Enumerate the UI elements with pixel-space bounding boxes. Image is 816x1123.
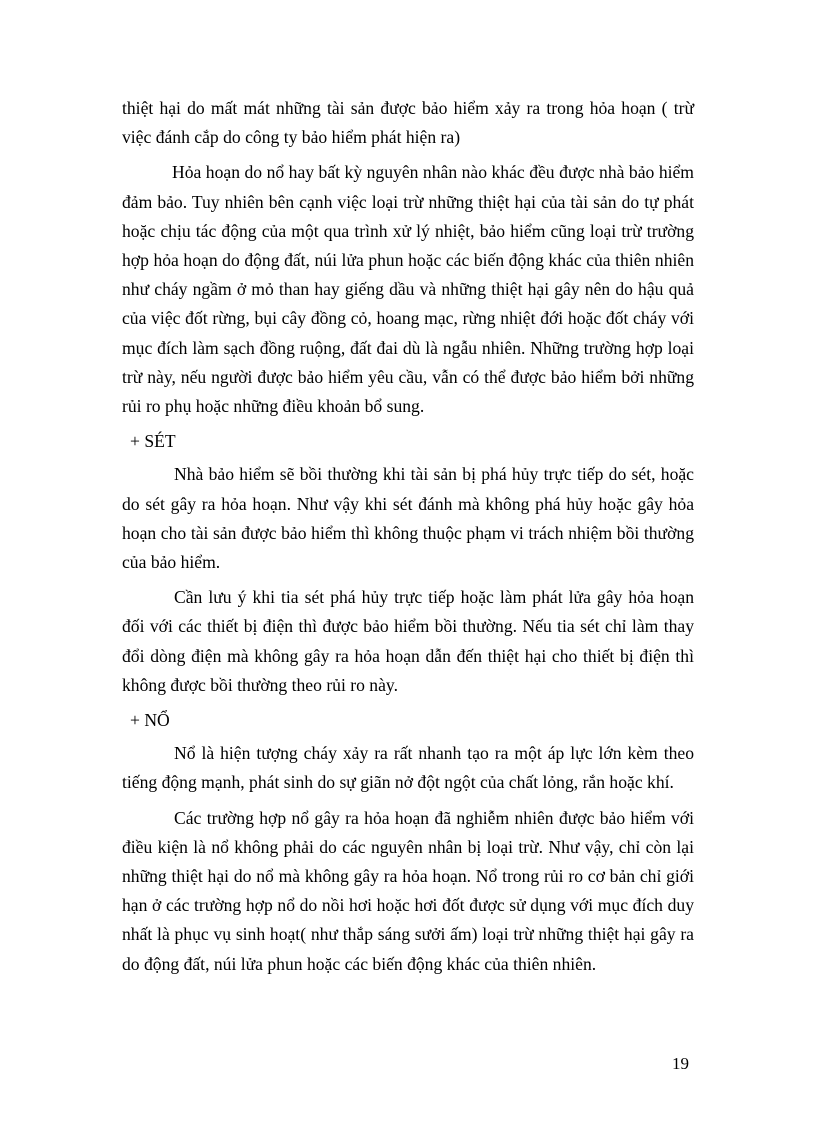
paragraph-lightning-compensation: Nhà bảo hiểm sẽ bồi thường khi tài sản bị phá hủy trực tiếp do sét, hoặc do sét gây ra hỏa hoạn. Như vậy khi sét đánh mà không phá hủy hoặc gây hỏa hoạn cho tài sản được bảo hiểm thì không thuộc phạm vi trách nhiệm bồi thường của bảo hiểm. — [122, 464, 694, 573]
paragraph-explosion-definition: Nổ là hiện tượng cháy xảy ra rất nhanh tạo ra một áp lực lớn kèm theo tiếng động mạnh, phát sinh do sự giãn nở đột ngột của chất lỏng, rắn hoặc khí. — [122, 743, 694, 793]
paragraph-explosion-cases: Các trường hợp nổ gây ra hỏa hoạn đã nghiễm nhiên được bảo hiểm với điều kiện là nổ không phải do các nguyên nhân bị loại trừ. Như vậy, chỉ còn lại những thiệt hại do nổ mà không gây ra hỏa hoạn. Nổ trong rủi ro cơ bản chỉ giới hạn ở các trường hợp nổ do nồi hơi hoặc hơi đốt được sử dụng với mục đích duy nhất là phục vụ sinh hoạt( như thắp sáng sưởi ấm) loại trừ những thiệt hại gây ra do động đất, núi lửa phun hoặc các biến động khác của thiên nhiên. — [122, 807, 694, 974]
heading-explosion: + NỔ — [130, 710, 170, 731]
paragraph-lightning-electrical: Cần lưu ý khi tia sét phá hủy trực tiếp hoặc làm phát lửa gây hỏa hoạn đối với các thiết bị điện thì được bảo hiểm bồi thường. Nếu tia sét chỉ làm thay đổi dòng điện mà không gây ra hỏa hoạn dẫn đến thiệt hại cho thiết bị điện thì không được bồi thường theo rủi ro này. — [122, 587, 694, 695]
heading-lightning: + SÉT — [130, 431, 176, 452]
page-number: 19 — [672, 1054, 689, 1073]
paragraph-fire-loss-continued: thiệt hại do mất mát những tài sản được bảo hiểm xảy ra trong hỏa hoạn ( trừ việc đánh cắp do công ty bảo hiểm phát hiện ra) — [122, 98, 694, 148]
paragraph-fire-exclusions: Hỏa hoạn do nổ hay bất kỳ nguyên nhân nào khác đều được nhà bảo hiểm đảm bảo. Tuy nhiên bên cạnh việc loại trừ những thiệt hại của tài sản do tự phát hoặc chịu tác động của một qua trình xử lý nhiệt, bảo hiểm cũng loại trừ trường hợp hỏa hoạn do động đất, núi lửa phun hoặc các biến động khác của thiên nhiên như cháy ngầm ở mỏ than hay giếng dầu và những thiệt hại gây nên do hậu quả của việc đốt rừng, bụi cây đồng cỏ, hoang mạc, rừng nhiệt đới hoặc đốt cháy với mục đích làm sạch đồng ruộng, đất đai dù là ngẫu nhiên. Những trường hợp loại trừ này, nếu người được bảo hiểm yêu cầu, vẫn có thể được bảo hiểm bởi những rủi ro phụ hoặc những điều khoản bổ sung. — [122, 162, 694, 417]
document-page — [122, 94, 694, 985]
